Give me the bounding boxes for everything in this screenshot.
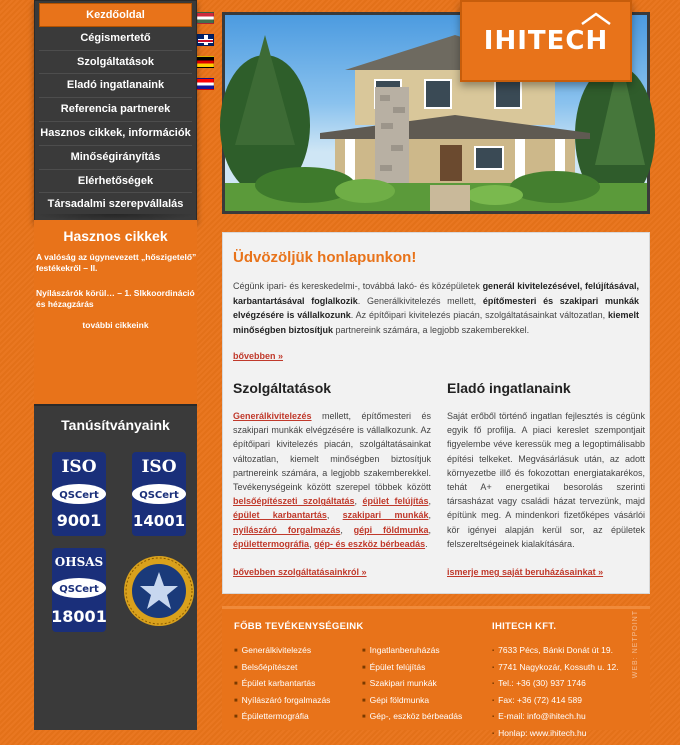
article-link[interactable]: A valóság az úgynevezett „hőszigetelő” festékekről – II. xyxy=(36,252,197,273)
phone-text: ▪ Tel.: +36 (30) 937 1746 xyxy=(492,678,619,695)
nav-item-articles[interactable]: Hasznos cikkek, információk xyxy=(39,122,192,146)
footer-link[interactable]: ■ Gép-, eszköz bérbeadás xyxy=(362,711,462,728)
consumer-protection-seal-icon xyxy=(122,554,196,628)
ohsas-18001-badge-icon xyxy=(48,546,110,634)
footer-link[interactable]: ■ Épülettermográfia xyxy=(234,711,330,728)
nav-item-home[interactable]: Kezdőoldal xyxy=(39,3,192,27)
logo-text: IHITECH xyxy=(483,26,609,56)
badge-number-text: 18001 xyxy=(51,607,107,626)
realestate-text: Saját erőből történő ingatlan fejlesztés is cégünk egyik fő profilja. A piaci kereslet szempontjait figyelembe véve keressük meg a legoptimálisabb építési telkeket. Megvásárlásuk után, az adott környezetbe illő és fokozottan energiatakarékos, tehát A+ energetikai besorolás szerinti társasházat vagy családi házat tervezünk, majd építünk meg. A mindenkori fizetőképes vásárlói kör igényei alapján kerül sor, az épületek felszereltségeinek kialakítására. xyxy=(447,411,645,549)
services-text: Generálkivitelezés mellett, építőmesteri és szakipari munkák elvégzésére is vállalkozunk. Az építőipari kivitelezés piacán, szolgáltatásainkat változatlan, kiemelt minőségben biztosítjuk partnereink számára, a legjobb szakemberekkel. Tevékenységeink között szerepel többek között belsőépítészeti szolgáltatás, épület felújítás, épület karbantartás, szakipari munkák, nyílászáró forgalmazás, gépi földmunka, épülettermográfia, gép- és eszköz bérbeadás. xyxy=(233,411,431,549)
fax-text: ▪ Fax: +36 (72) 414 589 xyxy=(492,695,619,712)
service-link[interactable]: gépi földmunka xyxy=(353,524,429,535)
badge-top-text: ISO xyxy=(141,457,177,477)
flag-german-icon[interactable] xyxy=(197,56,214,68)
nav-item-company[interactable]: Cégismertető xyxy=(39,27,192,51)
services-more-link[interactable]: bővebben szolgáltatásainkról » xyxy=(233,567,367,577)
flag-english-icon[interactable] xyxy=(197,34,214,46)
footer-link[interactable]: ■ Belsőépítészet xyxy=(234,662,330,679)
welcome-text: Cégünk ipari- és kereskedelmi-, továbbá lakó- és középületek generál kivitelezésével, felújításával, karbantartásával foglalkozik. Generálkivitelezés mellett, építőmesteri és szakipari munkák elvégzésére is vállalkozunk. Az építőipari kivitelezés piacán, szolgáltatásainkat változatlan, kiemelt minőségben biztosítjuk partnereink számára, a legjobb szakemberekkel. xyxy=(233,281,640,335)
badge-top-text: ISO xyxy=(61,457,97,477)
services-title: Szolgáltatások xyxy=(233,380,332,396)
language-selector xyxy=(197,12,215,100)
service-link[interactable]: épület felújítás xyxy=(362,496,429,507)
badge-mid-text: QSCert xyxy=(59,490,99,501)
articles-box xyxy=(34,220,197,410)
badge-mid-text: QSCert xyxy=(139,490,179,501)
certificates-title: Tanúsítványaink xyxy=(61,417,170,433)
welcome-more-link[interactable]: bővebben » xyxy=(233,351,284,361)
footer xyxy=(222,606,650,738)
website-link[interactable]: ▪ Honlap: www.ihitech.hu xyxy=(492,728,619,745)
nav-item-realestate[interactable]: Eladó ingatlanaink xyxy=(39,74,192,98)
service-link[interactable]: Generálkivitelezés xyxy=(233,411,312,421)
main-content xyxy=(222,232,650,594)
badge-mid-text: QSCert xyxy=(59,584,99,595)
footer-link[interactable]: ■ Épület karbantartás xyxy=(234,678,330,695)
iso-9001-badge-icon xyxy=(48,450,110,538)
footer-link[interactable]: ■ Szakipari munkák xyxy=(362,678,462,695)
realestate-title: Eladó ingatlanaink xyxy=(447,380,571,396)
activities-list-1 xyxy=(234,645,330,728)
service-link[interactable]: szakipari munkák xyxy=(342,510,429,521)
realestate-more-link[interactable]: ismerje meg saját beruházásainkat » xyxy=(447,567,604,577)
footer-link[interactable]: ■ Ingatlanberuházás xyxy=(362,645,462,662)
service-link[interactable]: épület karbantartás xyxy=(233,510,327,521)
activities-list-2 xyxy=(362,645,462,728)
service-link[interactable]: belsőépítészeti szolgáltatás xyxy=(233,496,355,507)
web-credit[interactable]: WEB: NETPOINT xyxy=(632,610,639,679)
articles-title: Hasznos cikkek xyxy=(63,228,168,244)
more-articles-link[interactable]: további cikkeink xyxy=(82,320,149,330)
article-link[interactable]: Nyílászárók körül… – 1. Slkkoordináció és hézagzárás xyxy=(36,288,195,309)
welcome-title: Üdvözöljük honlapunkon! xyxy=(233,249,417,266)
company-logo[interactable] xyxy=(460,0,632,82)
nav-item-references[interactable]: Referencia partnerek xyxy=(39,98,192,122)
certificates-box xyxy=(34,404,197,730)
flag-croatian-icon[interactable] xyxy=(197,78,214,90)
footer-link[interactable]: ■ Épület felújítás xyxy=(362,662,462,679)
roof-icon xyxy=(580,12,612,26)
iso-14001-badge-icon xyxy=(128,450,190,538)
service-link[interactable]: épülettermográfia xyxy=(233,538,310,549)
activities-title: FŐBB TEVÉKENYSÉGEINK xyxy=(234,621,364,632)
service-link[interactable]: gép- és eszköz bérbeadás xyxy=(314,538,426,549)
badge-number-text: 9001 xyxy=(56,511,102,530)
contact-list xyxy=(492,645,619,745)
nav-item-contact[interactable]: Elérhetőségek xyxy=(39,170,192,194)
footer-link[interactable]: ■ Nyílászáró forgalmazás xyxy=(234,695,330,712)
nav-item-quality[interactable]: Minőségirányítás xyxy=(39,146,192,170)
email-link[interactable]: ▪ E-mail: info@ihitech.hu xyxy=(492,711,619,728)
company-title: IHITECH KFT. xyxy=(492,621,557,632)
flag-hungarian-icon[interactable] xyxy=(197,12,214,24)
nav-item-social[interactable]: Társadalmi szerepvállalás xyxy=(47,198,184,211)
badge-number-text: 14001 xyxy=(132,512,186,530)
footer-link[interactable]: ■ Gépi földmunka xyxy=(362,695,462,712)
footer-link[interactable]: ■ Generálkivitelezés xyxy=(234,645,330,662)
service-link[interactable]: nyílászáró forgalmazás xyxy=(233,524,341,535)
badge-top-text: OHSAS xyxy=(54,555,104,569)
main-navigation xyxy=(34,0,197,222)
address-text: ▪ 7633 Pécs, Bánki Donát út 19. xyxy=(492,645,619,662)
nav-item-services[interactable]: Szolgáltatások xyxy=(39,51,192,75)
address-text: ▪ 7741 Nagykozár, Kossuth u. 12. xyxy=(492,662,619,679)
